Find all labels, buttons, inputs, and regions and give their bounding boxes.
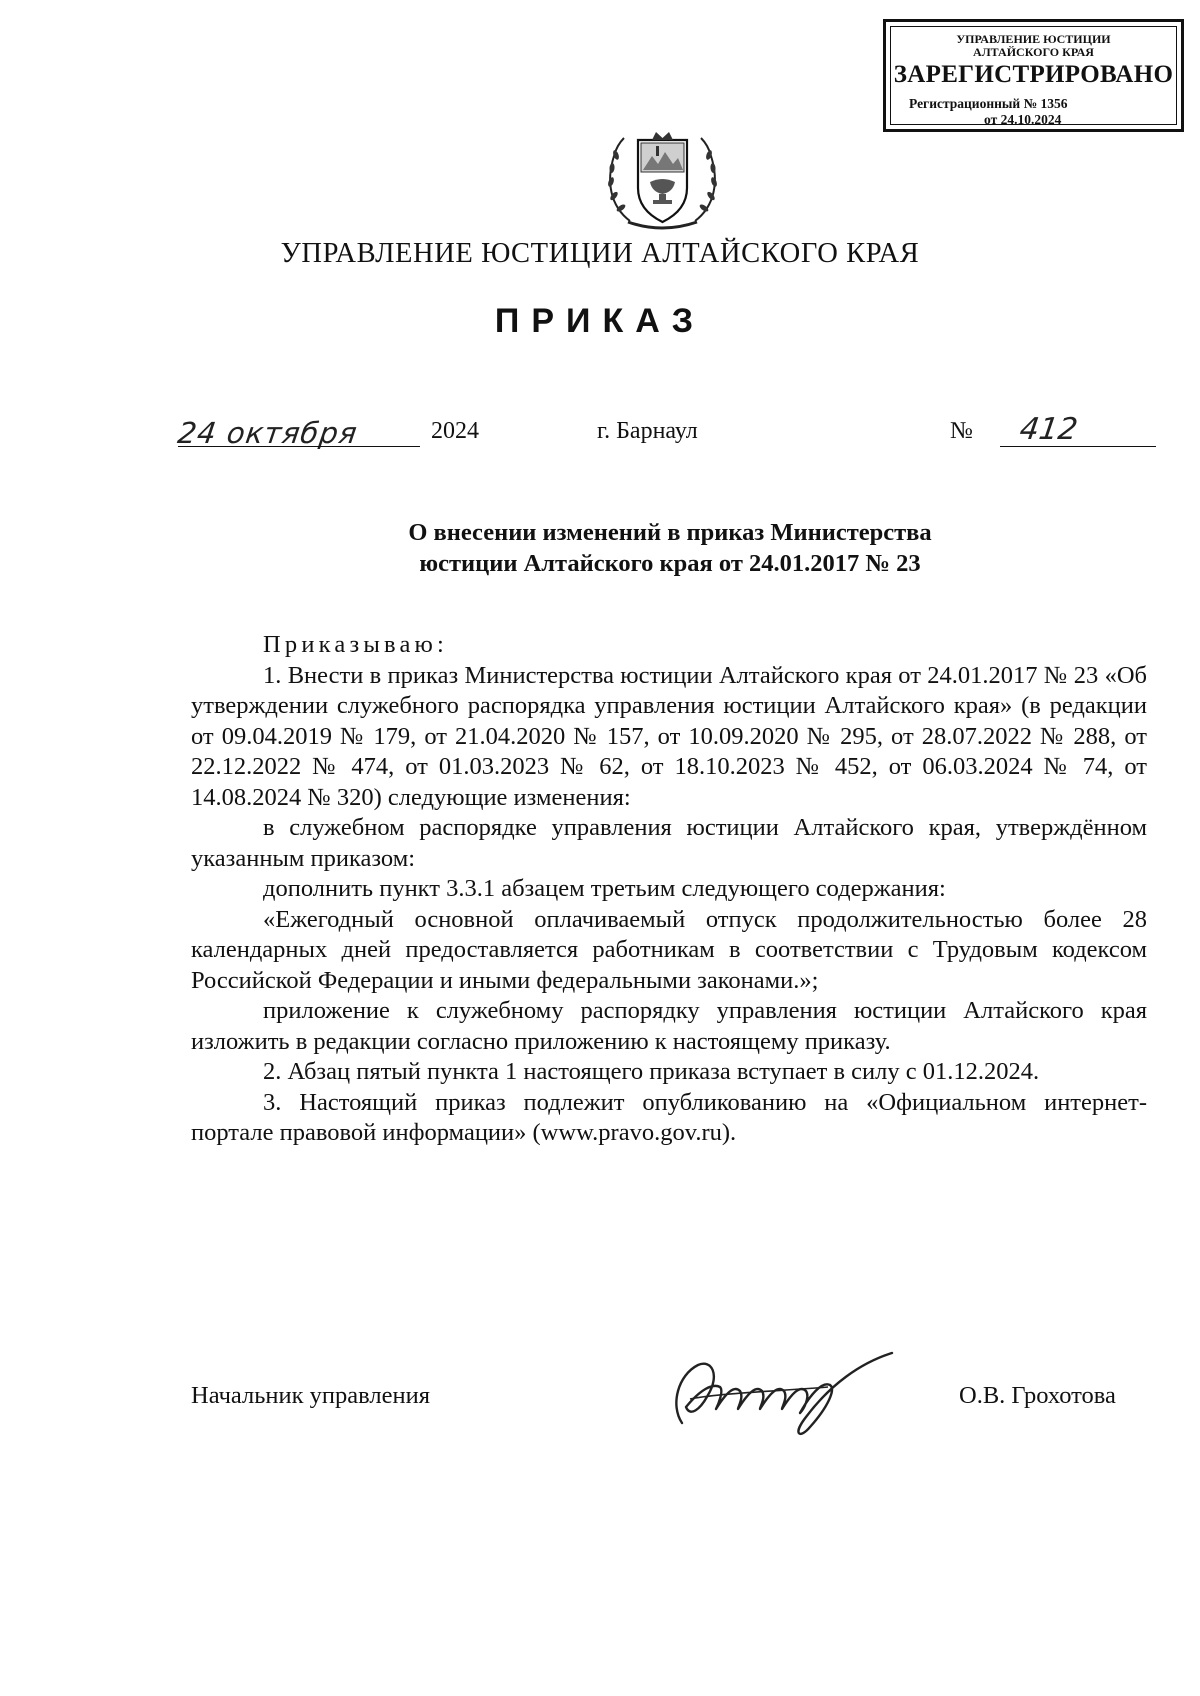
document-type: ПРИКАЗ [494, 302, 706, 340]
signatory-position: Начальник управления [191, 1382, 430, 1409]
stamp-reg-date: от 24.10.2024 [984, 112, 1062, 127]
signatory-name: О.В. Грохотова [959, 1382, 1116, 1409]
coat-of-arms-icon [600, 126, 725, 234]
date-year: 2024 [431, 418, 479, 444]
handwritten-number: 412 [1017, 412, 1080, 447]
stamp-reg-number: Регистрационный № 1356 [909, 96, 1068, 111]
paragraph-service-schedule: в служебном распорядке управления юстиции Алтайского края, утверждённом указанным приказом: [191, 814, 1147, 872]
paragraph-quoted-text: «Ежегодный основной оплачиваемый отпуск продолжительностью более 28 календарных дней предоставляется работникам в соответствии с Трудовым кодексом Российской Федерации и иными федеральными законами.»; [191, 905, 1147, 994]
stamp-status: ЗАРЕГИСТРИРОВАНО [893, 61, 1174, 88]
paragraph-item-1: 1. Внести в приказ Министерства юстиции Алтайского края от 24.01.2017 № 23 «Об утверждении служебного распорядка управления юстиции Алтайского края» (в редакции от 09.04.2019 № 179, от 21.04.2020 № 157, от 10.09.2020 № 295, от 28.07.2022 № 288, от 22.12.2022 № 474, от 01.03.2023 № 62, от 18.10.2023 № 452, от 06.03.2024 № 74, от 14.08.2024 № 320) следующие изменения: [191, 661, 1147, 811]
registration-stamp [883, 19, 1184, 132]
number-underline [1000, 446, 1156, 447]
stamp-org-line2: АЛТАЙСКОГО КРАЯ [973, 45, 1094, 59]
paragraph-item-2: 2. Абзац пятый пункта 1 настоящего приказа вступает в силу с 01.12.2024. [263, 1058, 1040, 1085]
order-body [191, 630, 1147, 1149]
subject-line-2: юстиции Алтайского края от 24.01.2017 № 23 [419, 550, 921, 577]
date-underline [178, 446, 420, 447]
paragraph-add-clause: дополнить пункт 3.3.1 абзацем третьим следующего содержания: [263, 875, 946, 902]
subject-line-1: О внесении изменений в приказ Министерства [408, 519, 932, 546]
paragraph-item-3: 3. Настоящий приказ подлежит опубликованию на «Официальном интернет-портале правовой информации» (www.pravo.gov.ru). [191, 1088, 1147, 1146]
signature-image [660, 1335, 905, 1445]
stamp-org-line1: УПРАВЛЕНИЕ ЮСТИЦИИ [956, 32, 1111, 46]
number-sign: № [950, 418, 973, 444]
order-word: Приказываю: [263, 631, 449, 658]
city: г. Барнаул [597, 418, 698, 444]
organization-title: УПРАВЛЕНИЕ ЮСТИЦИИ АЛТАЙСКОГО КРАЯ [280, 238, 920, 269]
handwritten-date: 24 октября [175, 416, 360, 450]
paragraph-appendix: приложение к служебному распорядку управления юстиции Алтайского края изложить в редакции согласно приложению к настоящему приказу. [191, 997, 1147, 1055]
